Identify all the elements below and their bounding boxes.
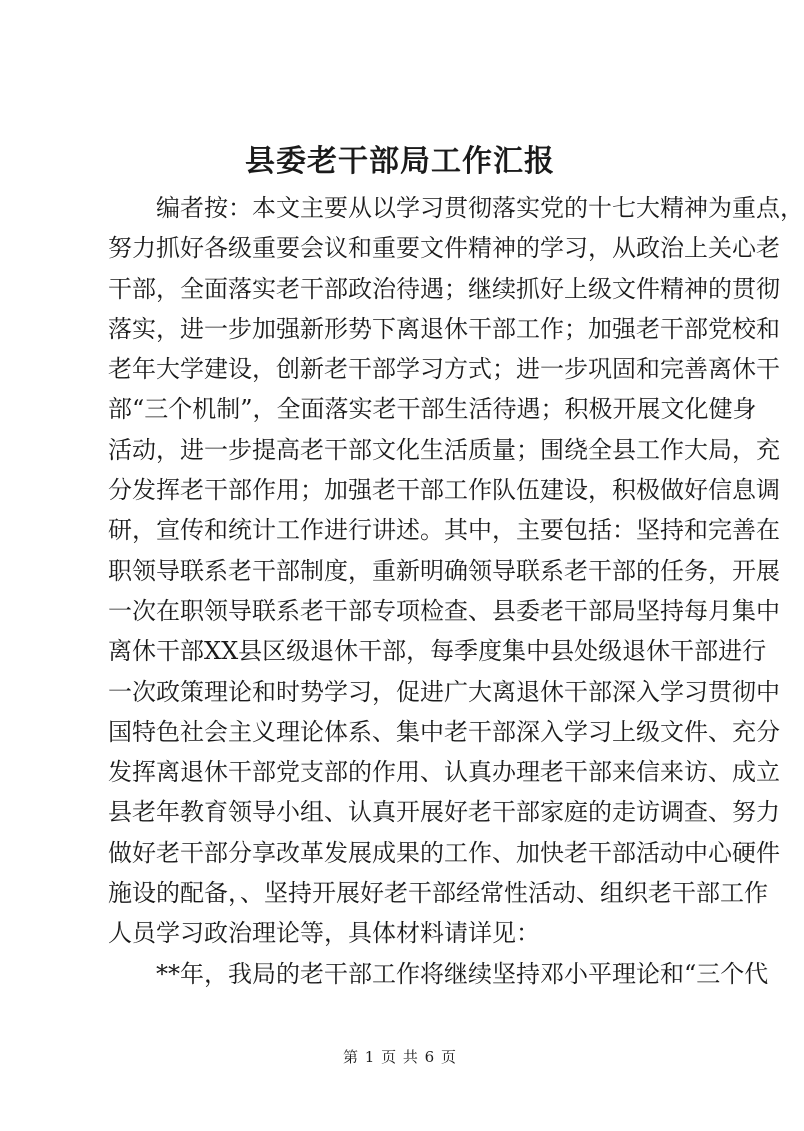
text-line: 一次政策理论和时势学习，促进广大离退休干部深入学习贯彻中 (108, 677, 780, 706)
text-line: 活动，进一步提高老干部文化生活质量；围绕全县工作大局，充 (108, 435, 780, 464)
text-line: 离休干部XX县区级退休干部，每季度集中县处级退休干部进行 (108, 637, 767, 666)
text-line: 县老年教育领导小组、认真开展好老干部家庭的走访调查、努力 (108, 798, 780, 827)
text-line: 努力抓好各级重要会议和重要文件精神的学习，从政治上关心老 (108, 234, 780, 263)
text-line: 研，宣传和统计工作进行讲述。其中，主要包括：坚持和完善在 (108, 516, 780, 545)
text-line: 做好老干部分享改革发展成果的工作、加快老干部活动中心硬件 (108, 838, 780, 867)
text-line: 一次在职领导联系老干部专项检查、县委老干部局坚持每月集中 (108, 596, 780, 625)
text-line: 编者按：本文主要从以学习贯彻落实党的十七大精神为重点， (108, 194, 804, 222)
text-line: 人员学习政治理论等，具体材料请详见： (108, 919, 540, 948)
text-line: 发挥离退休干部党支部的作用、认真办理老干部来信来访、成立 (108, 758, 780, 787)
text-line: 落实，进一步加强新形势下离退休干部工作；加强老干部党校和 (108, 314, 780, 343)
text-line: 部“三个机制”，全面落实老干部生活待遇；积极开展文化健身 (108, 395, 757, 424)
text-line: 国特色社会主义理论体系、集中老干部深入学习上级文件、充分 (108, 717, 780, 746)
text-line: 施设的配备，、坚持开展好老干部经常性活动、组织老干部工作 (108, 879, 768, 908)
text-line: 职领导联系老干部制度，重新明确领导联系老干部的任务，开展 (108, 556, 780, 585)
text-line: 老年大学建设，创新老干部学习方式；进一步巩固和完善离休干 (108, 355, 780, 384)
paragraph-work-plan (108, 954, 769, 994)
text-line: 分发挥老干部作用；加强老干部工作队伍建设，积极做好信息调 (108, 476, 780, 505)
page-number-footer: 第 1 页 共 6 页 (343, 1048, 457, 1066)
text-line: 干部，全面落实老干部政治待遇；继续抓好上级文件精神的贯彻 (108, 274, 780, 303)
paragraph-editor-note (108, 188, 804, 954)
document-body (108, 188, 804, 994)
text-line: **年，我局的老干部工作将继续坚持邓小平理论和“三个代 (108, 959, 769, 988)
document-title: 县委老干部局工作汇报 (245, 144, 555, 179)
